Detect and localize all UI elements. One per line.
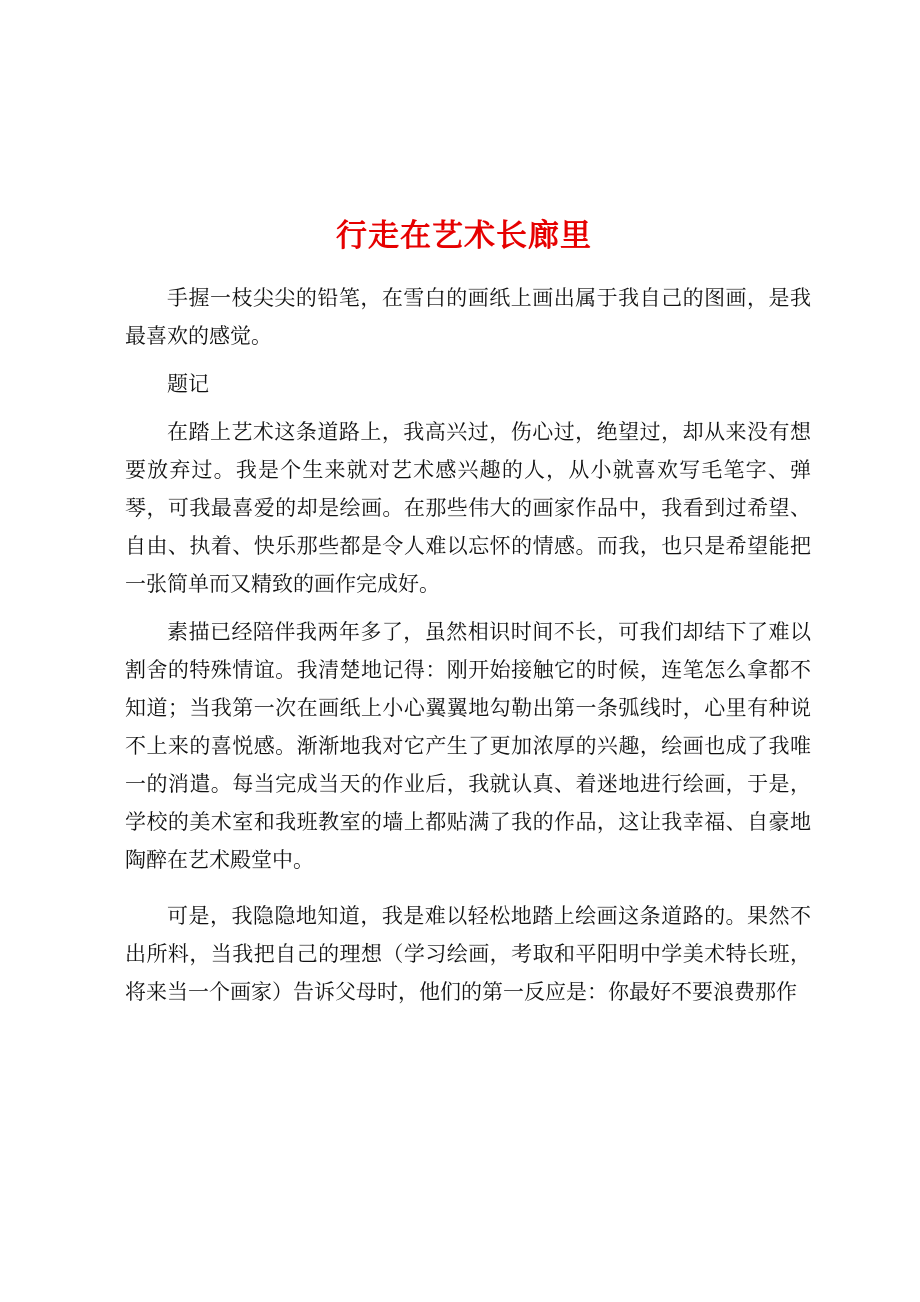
- document-title: 行走在艺术长廊里: [336, 217, 592, 254]
- document-body: [125, 279, 811, 1011]
- paragraph-art-path: 在踏上艺术这条道路上，我高兴过，伤心过，绝望过，却从来没有想要放弃过。我是个生来就对艺术感兴趣的人，从小就喜欢写毛笔字、弹琴，可我最喜爱的却是绘画。在那些伟大的画家作品中，我看到过希望、自由、执着、快乐那些都是令人难以忘怀的情感。而我，也只是希望能把一张简单而又精致的画作完成好。: [125, 420, 811, 596]
- paragraph-sketching: 素描已经陪伴我两年多了，虽然相识时间不长，可我们却结下了难以割舍的特殊情谊。我清楚地记得：刚开始接触它的时候，连笔怎么拿都不知道；当我第一次在画纸上小心翼翼地勾勒出第一条弧线时，心里有种说不上来的喜悦感。渐渐地我对它产生了更加浓厚的兴趣，绘画也成了我唯一的消遣。每当完成当天的作业后，我就认真、着迷地进行绘画，于是，学校的美术室和我班教室的墙上都贴满了我的作品，这让我幸福、自豪地陶醉在艺术殿堂中。: [125, 620, 811, 872]
- paragraph-parents: 可是，我隐隐地知道，我是难以轻松地踏上绘画这条道路的。果然不出所料，当我把自己的理想（学习绘画，考取和平阳明中学美术特长班，将来当一个画家）告诉父母时，他们的第一反应是：你最好不要浪费那作: [125, 904, 811, 1004]
- paragraph-intro: 手握一枝尖尖的铅笔，在雪白的画纸上画出属于我自己的图画，是我最喜欢的感觉。: [125, 286, 811, 348]
- paragraph-epigraph-label: 题记: [167, 372, 209, 396]
